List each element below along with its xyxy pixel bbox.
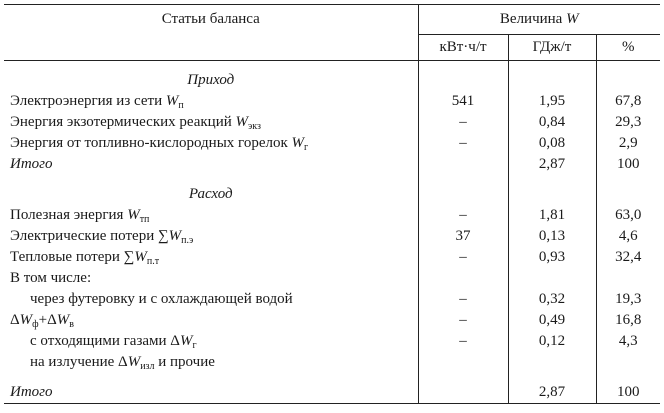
cell-gj: 0,49 — [508, 310, 596, 331]
table-row — [4, 91, 660, 112]
table-row — [4, 205, 660, 226]
cell-gj: 0,13 — [508, 226, 596, 247]
header-unit-pct: % — [596, 35, 660, 61]
cell-pct: 100 — [596, 382, 660, 404]
table-row — [4, 247, 660, 268]
header-items-label: Статьи баланса — [161, 11, 260, 27]
cell-pct: 63,0 — [596, 205, 660, 226]
cell-kwh — [418, 154, 508, 175]
cell-pct: 16,8 — [596, 310, 660, 331]
row-label: Электрические потери $\sum W_{п.э}$ — [10, 228, 194, 246]
cell-gj: 2,87 — [508, 154, 596, 175]
cell-gj: 0,12 — [508, 331, 596, 352]
cell-kwh: – — [418, 133, 508, 154]
header-row-1 — [4, 5, 660, 35]
including-label: В том числе: — [10, 270, 92, 286]
table-row — [4, 133, 660, 154]
row-label: с отходящими газами $\Delta W_г$ — [30, 333, 197, 351]
cell-gj: 0,93 — [508, 247, 596, 268]
cell-kwh: – — [418, 205, 508, 226]
cell-kwh: – — [418, 331, 508, 352]
header-value — [418, 5, 660, 35]
income-total-row — [4, 154, 660, 175]
table-row — [4, 352, 660, 373]
header-items — [4, 5, 418, 61]
header-unit-kwh: кВт·ч/т — [418, 35, 508, 61]
table-row — [4, 310, 660, 331]
total-label: Итого — [10, 156, 53, 172]
cell-pct: 67,8 — [596, 91, 660, 112]
row-label: через футеровку и с охлаждающей водой — [30, 291, 293, 307]
section-expense-title — [4, 184, 660, 205]
table-row — [4, 289, 660, 310]
cell-kwh: 541 — [418, 91, 508, 112]
energy-balance-table — [4, 4, 660, 404]
including-row — [4, 268, 660, 289]
cell-gj: 1,95 — [508, 91, 596, 112]
cell-pct: 29,3 — [596, 112, 660, 133]
header-value-symbol: W — [566, 11, 579, 27]
cell-kwh: – — [418, 310, 508, 331]
cell-kwh — [418, 382, 508, 404]
cell-pct: 32,4 — [596, 247, 660, 268]
row-label: на излучение $\Delta W_{изл}$ и прочие — [30, 354, 215, 372]
cell-pct — [596, 352, 660, 373]
cell-kwh: 37 — [418, 226, 508, 247]
section-income-title — [4, 70, 660, 91]
income-title: Приход — [187, 72, 235, 88]
table-row — [4, 112, 660, 133]
cell-gj — [508, 352, 596, 373]
cell-kwh — [418, 352, 508, 373]
cell-kwh: – — [418, 289, 508, 310]
cell-gj: 0,08 — [508, 133, 596, 154]
row-label: Электроэнергия из сети $W_п$ — [10, 93, 184, 111]
cell-pct: 4,6 — [596, 226, 660, 247]
table-row — [4, 226, 660, 247]
cell-pct: 19,3 — [596, 289, 660, 310]
header-value-label: Величина — [499, 11, 563, 27]
cell-kwh: – — [418, 247, 508, 268]
header-unit-gj: ГДж/т — [508, 35, 596, 61]
energy-balance-page — [0, 4, 664, 413]
cell-gj: 2,87 — [508, 382, 596, 404]
row-label: Полезная энергия $W_{тп}$ — [10, 207, 150, 225]
table-row — [4, 331, 660, 352]
cell-kwh: – — [418, 112, 508, 133]
row-label: Энергия экзотермических реакций $W_{экз}$ — [10, 114, 261, 132]
cell-gj: 0,84 — [508, 112, 596, 133]
cell-pct: 4,3 — [596, 331, 660, 352]
row-label: Энергия от топливно-кислородных горелок $W_г$ — [10, 135, 309, 153]
cell-pct: 100 — [596, 154, 660, 175]
cell-gj: 1,81 — [508, 205, 596, 226]
row-label: Тепловые потери $\sum W_{п.т}$ — [10, 249, 160, 267]
expense-total-row — [4, 382, 660, 404]
cell-pct: 2,9 — [596, 133, 660, 154]
total-label: Итого — [4, 382, 418, 404]
row-label: $\Delta W_ф+\Delta W_в$ — [10, 312, 74, 330]
cell-gj: 0,32 — [508, 289, 596, 310]
expense-title: Расход — [188, 186, 233, 202]
